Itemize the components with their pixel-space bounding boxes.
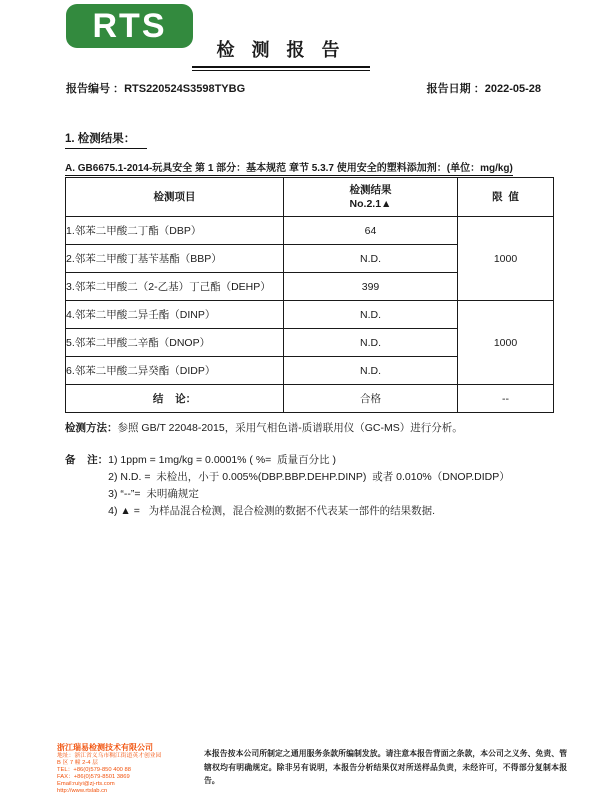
company-fax: FAX：+86(0)579-8501 3869 [57,774,130,780]
note-item-4: 4) ▲ = 为样品混合检测，混合检测的数据不代表某一部件的结果数据. [108,505,436,517]
company-website-link[interactable]: http://www.rtslab.cn [57,788,108,793]
table-row [66,301,554,329]
notes-label: 备 注： [65,454,109,466]
item-name-dnop: 5.邻苯二甲酸二辛酯（DNOP） [66,329,284,357]
report-no-label: 报告编号 ： [66,83,125,95]
results-table [65,177,554,413]
col-header-result-line2: No.2.1▲ [349,198,392,210]
report-no-value: RTS220524S3598TYBG [124,83,246,95]
conclusion-result: 合格 [284,385,458,413]
result-dinp: N.D. [284,301,458,329]
report-date-value: 2022-05-28 [484,83,541,95]
note-item-1: 1) 1ppm = 1mg/kg = 0.0001% ( %= 质量百分比 ) [108,454,337,466]
company-address-line1: 地址：浙江省义乌市稠江街道英才创业园 [57,753,162,759]
result-didp: N.D. [284,357,458,385]
company-name: 浙江瑞易检测技术有限公司 [57,743,153,752]
title-underline-bottom [192,70,370,71]
conclusion-row [66,385,554,413]
limit-group-2: 1000 [458,301,554,385]
method-text: 参照 GB/T 22048-2015，采用气相色谱-质谱联用仪（GC-MS）进行分析。 [117,422,463,434]
conclusion-label: 结 论： [66,385,284,413]
section-heading: 1. 检测结果： [65,130,147,149]
table-caption: A. GB6675.1-2014-玩具安全 第 1 部分：基本规范 章节 5.3.7 使用安全的塑料添加剂：(单位：mg/kg) [65,159,513,176]
item-name-bbp: 2.邻苯二甲酸丁基苄基酯（BBP） [66,245,284,273]
item-name-dbp: 1.邻苯二甲酸二丁酯（DBP） [66,217,284,245]
report-date-group [427,80,541,96]
report-meta-row [66,80,541,96]
result-bbp: N.D. [284,245,458,273]
rts-logo [66,4,193,48]
notes-block [65,452,510,520]
item-name-dehp: 3.邻苯二甲酸二（2-乙基）丁己酯（DEHP） [66,273,284,301]
conclusion-limit: -- [458,385,554,413]
table-header-row [66,178,554,217]
item-name-dinp: 4.邻苯二甲酸二异壬酯（DINP） [66,301,284,329]
company-address-line2: B 区 7 幢 2-4 层 [57,760,98,766]
company-email: Email:ruiyi@zj-rts.com [57,781,115,787]
result-dbp: 64 [284,217,458,245]
col-header-result-line1: 检测结果 [349,184,392,196]
company-tel: TEL：+86(0)579-850 400 88 [57,767,131,773]
report-date-label: 报告日期 ： [426,83,485,95]
col-header-result [284,178,458,217]
note-item-3: 3) “--”= 未明确规定 [108,488,199,500]
footer-disclaimer: 本报告按本公司所制定之通用服务条款所编制发放。请注意本报告背面之条款，本公司之义务、免责、管辖权均有明确规定。除非另有说明，本报告分析结果仅对所送样品负责，未经许可，不得部分复制本报告。 [204,749,567,785]
result-dnop: N.D. [284,329,458,357]
footer-company-block [57,743,212,793]
title-underline-top [192,66,370,68]
limit-group-1: 1000 [458,217,554,301]
method-label: 检测方法： [65,422,118,434]
item-name-didp: 6.邻苯二甲酸二异癸酯（DIDP） [66,357,284,385]
table-row [66,217,554,245]
report-no-group [66,80,245,96]
rts-logo-text: RTS [92,6,167,45]
notes-items [108,452,510,520]
method-line [65,420,463,435]
page-title: 检 测 报 告 [216,40,346,60]
result-dehp: 399 [284,273,458,301]
col-header-item: 检测项目 [66,178,284,217]
col-header-limit: 限 值 [458,178,554,217]
note-item-2: 2) N.D. = 未检出，小于 0.005%(DBP.BBP.DEHP.DINP) 或者 0.010%（DNOP.DIDP） [108,471,510,483]
report-title-block [192,36,370,71]
